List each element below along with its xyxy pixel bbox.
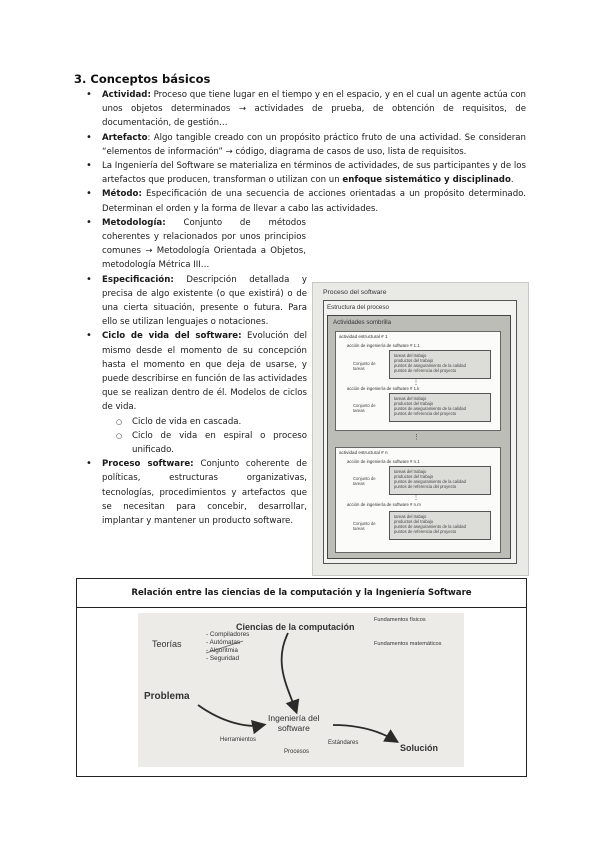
umbrella-label: Actividades sombrilla: [333, 319, 392, 326]
list-item: [86, 457, 307, 528]
term-especificacion: Especificación:: [102, 274, 174, 285]
task-line: puntos de aseguramiento de la calidad: [394, 406, 466, 411]
task-set-label: Conjunto de tareas: [353, 361, 376, 371]
task-line: tareas del trabajo: [394, 514, 427, 519]
term-metodologia: Metodología:: [102, 217, 166, 228]
cs-vs-se-diagram: [138, 613, 464, 767]
list-item: [86, 216, 526, 273]
list-item: [86, 187, 526, 215]
task-line: tareas del trabajo: [394, 353, 427, 358]
activity-n-label: actividad estructural # n: [339, 450, 388, 455]
theory-items: [206, 631, 249, 663]
task-line: puntos de referencia del proyecto: [394, 368, 457, 373]
task-line: puntos de referencia del proyecto: [394, 529, 457, 534]
arrow-problem-to-se: [198, 705, 263, 726]
tools-label: Herramientos: [220, 737, 257, 743]
task-box-n1: [389, 466, 491, 495]
se-label: [268, 713, 320, 733]
list-item: [86, 88, 526, 131]
theory-item: - Compiladores: [206, 631, 250, 638]
relation-table: [76, 578, 527, 777]
sub-item: ○ Ciclo de vida en espiral o proceso unificado.: [116, 429, 307, 457]
task-set-label: Conjunto de tareas: [353, 521, 376, 531]
action-11-label: acción de ingeniería de software # 1.1: [347, 343, 420, 348]
action-1k-label: acción de ingeniería de software # 1.k: [347, 386, 420, 391]
task-set-label: Conjunto de tareas: [353, 476, 376, 486]
ellipsis: ⋮: [413, 495, 419, 501]
emphasis-enfoque: enfoque sistemático y disciplinado: [342, 175, 511, 186]
action-nm-label: acción de ingeniería de software # n.m: [347, 502, 421, 507]
ellipsis: ⋮: [413, 380, 419, 386]
section-heading: 3. Conceptos básicos: [74, 72, 211, 86]
definition-metodo: Especificación de una secuencia de acciones orientadas a un propósito determinado. Determinan el orden y la forma de llevar a cabo las actividades.: [102, 189, 526, 214]
text-ingenieria: La Ingeniería del Software se materializa en términos de actividades, de sus participantes y de los artefactos que producen, transforman o utilizan con un: [102, 161, 526, 186]
definition-metodologia: Conjunto de métodos coherentes y relacionados por unos principios comunes → Metodología Orientada a Objetos, metodología Métrica III…: [102, 217, 306, 271]
se-label-line2: software: [277, 723, 310, 733]
theory-item: - Seguridad: [206, 655, 240, 662]
ellipsis: ⋮: [413, 434, 420, 441]
task-box-nm: [389, 511, 491, 540]
definition-especificacion: Descripción detallada y precisa de algo existente (o que existirá) o de una cierta situación, presente o futura. Para ello se utilizan lenguajes o notaciones.: [102, 274, 307, 328]
lifecycle-models: [102, 415, 307, 458]
theories-label: Teorías: [152, 639, 182, 649]
text-tail: .: [510, 175, 514, 186]
definition-ciclo-vida: Evolución del mismo desde el momento de su concepción hasta el momento en que deja de usarse, y puede describirse en función de las actividades que se realizan dentro de él. Modelos de ciclos de vida.: [102, 331, 307, 413]
cs-label: Ciencias de la computación: [236, 622, 355, 632]
problem-label: Problema: [144, 691, 190, 702]
task-box-1k: [389, 393, 491, 422]
table-header: Relación entre las ciencias de la computación y la Ingeniería Software: [77, 579, 526, 608]
se-label-line1: Ingeniería del: [268, 713, 320, 723]
action-n1-label: acción de ingeniería de software # n.1: [347, 459, 420, 464]
task-line: puntos de referencia del proyecto: [394, 484, 457, 489]
fund-math: Fundamentos matemáticos: [374, 641, 442, 647]
term-ciclo-vida: Ciclo de vida del software:: [102, 331, 242, 342]
definition-artefacto: : Algo tangible creado con un propósito práctico fruto de una actividad. Se consideran “elementos de información” → código, diagrama de casos de uso, lista de requisitos.: [102, 132, 526, 157]
task-line: puntos de aseguramiento de la calidad: [394, 479, 466, 484]
list-item: [86, 131, 526, 159]
activity-1-label: actividad estructural # 1: [339, 334, 388, 339]
sub-item: ○ Ciclo de vida en cascada.: [116, 415, 307, 429]
definition-actividad: Proceso que tiene lugar en el tiempo y en el espacio, y en el cual un agente actúa con unos objetos determinados → actividades de prueba, de obtención de requisitos, de documentación, de gestión…: [102, 90, 526, 129]
term-actividad: Actividad:: [102, 90, 151, 100]
definition-proceso-software: Conjunto coherente de políticas, estructuras organizativas, tecnologías, procedimientos y artefactos que se necesitan para concebir, desarrollar, implantar y mantener un producto software.: [102, 459, 307, 527]
task-line: puntos de aseguramiento de la calidad: [394, 524, 466, 529]
term-metodo: Método:: [102, 189, 142, 200]
arrow-cs-to-se: [282, 633, 296, 711]
term-proceso-software: Proceso software:: [102, 459, 194, 470]
term-artefacto: Artefacto: [102, 132, 148, 143]
task-line: productos del trabajo: [394, 358, 434, 363]
task-line: tareas del trabajo: [394, 396, 427, 401]
list-item: [86, 329, 307, 457]
processes-label: Procesos: [284, 749, 310, 755]
task-set-label: Conjunto de tareas: [353, 403, 376, 413]
list-item: [86, 273, 307, 330]
standards-label: Estándares: [328, 740, 359, 746]
figure-title: Proceso del software: [323, 289, 387, 296]
structure-label: Estructura del proceso: [327, 304, 389, 311]
task-line: productos del trabajo: [394, 401, 434, 406]
arrow-se-to-solution: [333, 725, 396, 741]
task-box-11: [389, 350, 491, 379]
task-line: tareas del trabajo: [394, 469, 427, 474]
theory-item: - Autómatas: [206, 639, 241, 646]
theory-item: - Algoritmia: [206, 647, 238, 654]
fund-physics: Fundamentos físicos: [374, 617, 426, 623]
software-process-figure: [312, 282, 529, 576]
task-line: productos del trabajo: [394, 474, 434, 479]
task-line: puntos de aseguramiento de la calidad: [394, 363, 466, 368]
task-line: productos del trabajo: [394, 519, 434, 524]
list-item: [86, 159, 526, 187]
task-line: puntos de referencia del proyecto: [394, 411, 457, 416]
solution-label: Solución: [400, 743, 438, 753]
